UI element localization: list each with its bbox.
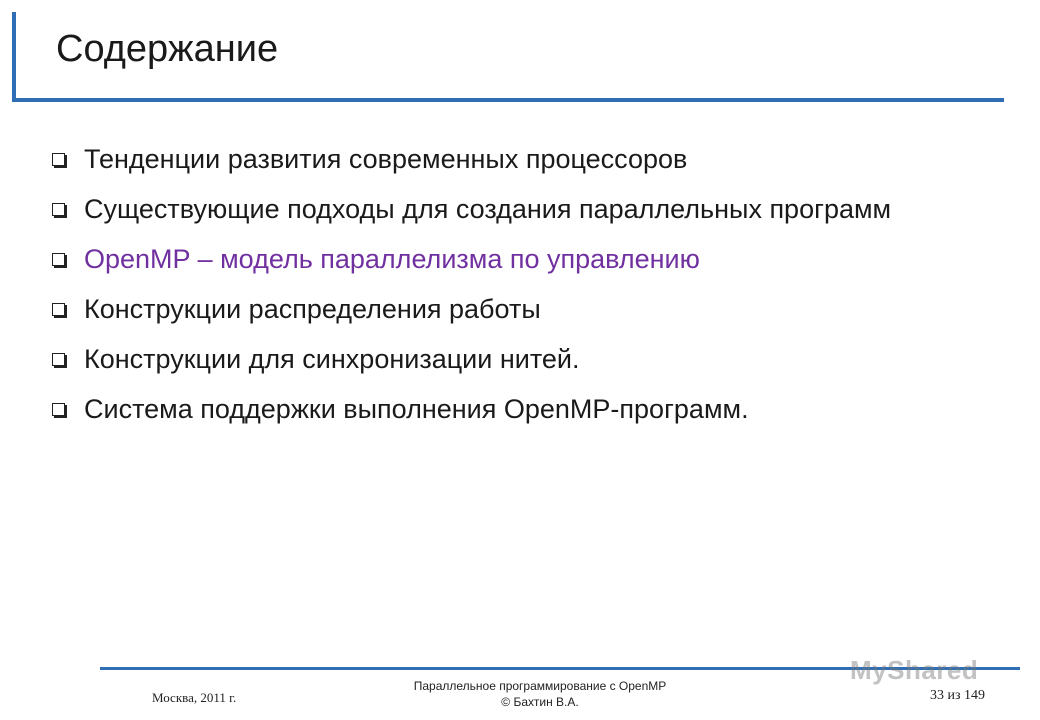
list-item-text: Конструкции распределения работы [84, 294, 541, 324]
checkbox-bullet-icon [52, 353, 65, 366]
slide-title: Содержание [56, 28, 279, 70]
list-item [48, 190, 988, 228]
list-item [48, 390, 988, 428]
checkbox-bullet-icon [52, 153, 65, 166]
list-item-text: Существующие подходы для создания параллельных программ [84, 194, 892, 224]
list-item [48, 290, 988, 328]
list-item-text: Тенденции развития современных процессоров [84, 144, 688, 174]
list-item [48, 340, 988, 378]
footer-location-date: Москва, 2011 г. [152, 690, 237, 705]
page-counter: 33 из 149 [930, 688, 986, 703]
footer-author: © Бахтин В.А. [501, 695, 579, 709]
checkbox-bullet-icon [52, 303, 65, 316]
list-item-text: Система поддержки выполнения OpenMP-программ. [84, 394, 749, 424]
checkbox-bullet-icon [52, 253, 65, 266]
list-item-text: Конструкции для синхронизации нитей. [84, 344, 580, 374]
watermark-logo: MyShared [850, 655, 979, 685]
checkbox-bullet-icon [52, 403, 65, 416]
checkbox-bullet-icon [52, 203, 65, 216]
list-item-text: OpenMP – модель параллелизма по управлению [84, 244, 700, 274]
footer-course [340, 678, 740, 710]
content-list [48, 140, 988, 440]
list-item-highlighted [48, 240, 988, 278]
footer-course-title: Параллельное программирование с OpenMP [413, 679, 667, 693]
list-item [48, 140, 988, 178]
